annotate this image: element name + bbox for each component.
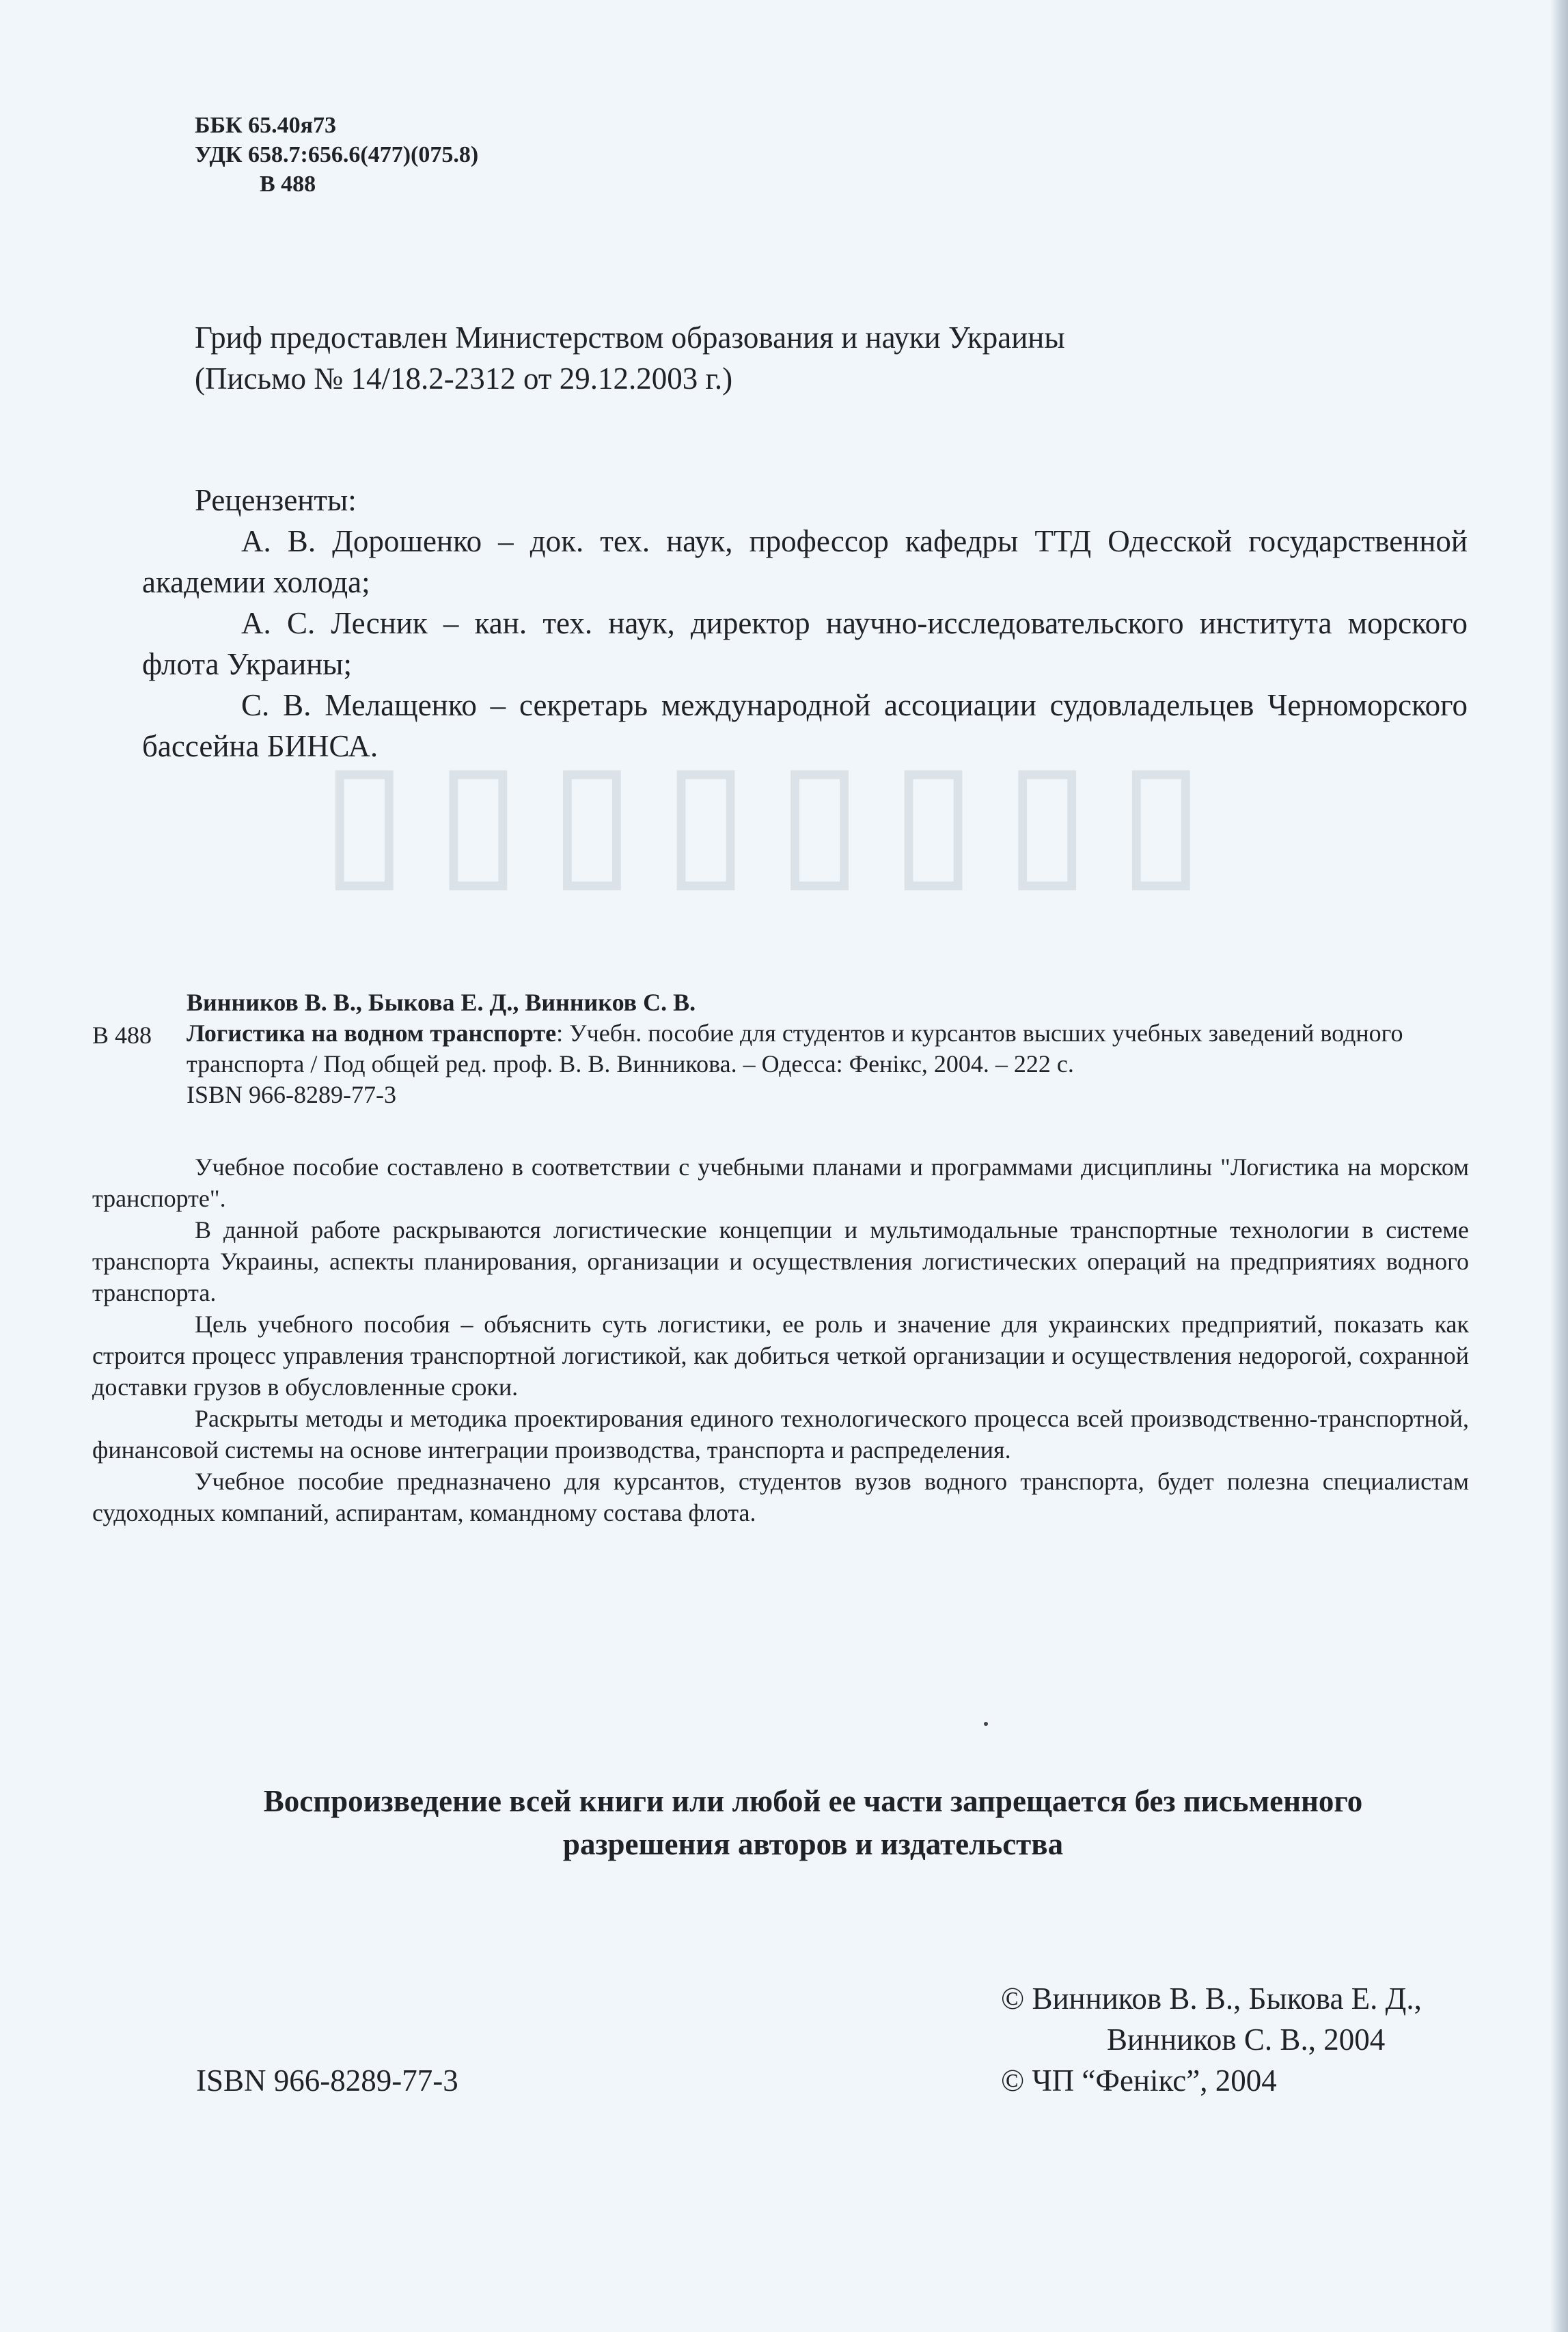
book-description: : Учебн. пособие для студентов и курсантов высших учебных заведений водного транспорта / Под общей ред. проф. В. В. Винникова. – Одесса: Фенікс, 2004. – 222 с. xyxy=(187,1019,1403,1078)
annotation xyxy=(92,1151,1469,1528)
book-title: Логистика на водном транспорте xyxy=(187,1019,557,1047)
classification-codes xyxy=(195,111,478,199)
reproduction-notice xyxy=(178,1780,1448,1866)
reviewer-item: С. В. Мелащенко – секретарь международной ассоциации судовладельцев Черноморского бассейна БИНСА. xyxy=(142,688,1468,763)
annotation-paragraph: В данной работе раскрываются логистические концепции и мультимодальные транспортные технологии в системе транспорта Украины, аспекты планирования, организации и осуществления логистических операций на предприятиях водного транспорта. xyxy=(92,1216,1469,1306)
biblio-authors: Винников В. В., Быкова Е. Д., Винников С. В. xyxy=(187,989,696,1016)
copyright-line: © Винников В. В., Быкова Е. Д., xyxy=(1001,1981,1422,2016)
copyright-line: Винников С. В., 2004 xyxy=(1107,2022,1386,2057)
annotation-paragraph: Учебное пособие составлено в соответствии с учебными планами и программами дисциплины "Логистика на морском транспорте". xyxy=(92,1153,1469,1212)
author-sign: В 488 xyxy=(260,172,316,197)
biblio-description xyxy=(187,1018,1469,1080)
bbk-code: ББК 65.40я73 xyxy=(195,113,337,138)
biblio-code: В 488 xyxy=(92,1021,152,1049)
page-edge-shadow xyxy=(1550,0,1568,2332)
copyright-line: © ЧП “Фенікс”, 2004 xyxy=(1001,2063,1277,2098)
isbn-footer: ISBN 966-8289-77-3 xyxy=(196,2063,458,2098)
reviewer-item: А. С. Лесник – кан. тех. наук, директор научно-исследовательского института морского флота Украины; xyxy=(142,606,1468,681)
approval-line: Гриф предоставлен Министерством образования и науки Украины xyxy=(195,320,1065,355)
copyright-block xyxy=(1001,1978,1422,2101)
annotation-paragraph: Цель учебного пособия – объяснить суть логистики, ее роль и значение для украинских предприятий, показать как строится процесс управления транспортной логистикой, как добиться четкой организации и осуществления недорогой, сохранной доставки грузов в обусловленные сроки. xyxy=(92,1311,1469,1401)
udk-code: УДК 658.7:656.6(477)(075.8) xyxy=(195,142,479,167)
biblio-isbn: ISBN 966-8289-77-3 xyxy=(187,1081,396,1108)
notice-line: разрешения авторов и издательства xyxy=(562,1827,1064,1861)
reviewers-title: Рецензенты: xyxy=(195,483,357,517)
reviewer-item: А. В. Дорошенко – док. тех. наук, профессор кафедры ТТД Одесской государственной академии холода; xyxy=(142,524,1468,599)
bleed-through-artifact: ▯▯▯▯▯▯▯▯ xyxy=(321,731,1232,905)
print-speck xyxy=(984,1722,988,1726)
annotation-paragraph: Раскрыты методы и методика проектирования единого технологического процесса всей производственно-транспортной, финансовой системы на основе интеграции производства, транспорта и распределения. xyxy=(92,1405,1469,1464)
reviewers-section xyxy=(142,480,1468,767)
notice-line: Воспроизведение всей книги или любой ее части запрещается без письменного xyxy=(263,1784,1363,1818)
ministry-approval xyxy=(195,317,1065,399)
approval-letter: (Письмо № 14/18.2-2312 от 29.12.2003 г.) xyxy=(195,361,733,396)
biblio-body xyxy=(187,987,1469,1110)
annotation-paragraph: Учебное пособие предназначено для курсантов, студентов вузов водного транспорта, будет полезна специалистам судоходных компаний, аспирантам, командному состава флота. xyxy=(92,1468,1469,1526)
bibliographic-record xyxy=(92,987,1469,1110)
